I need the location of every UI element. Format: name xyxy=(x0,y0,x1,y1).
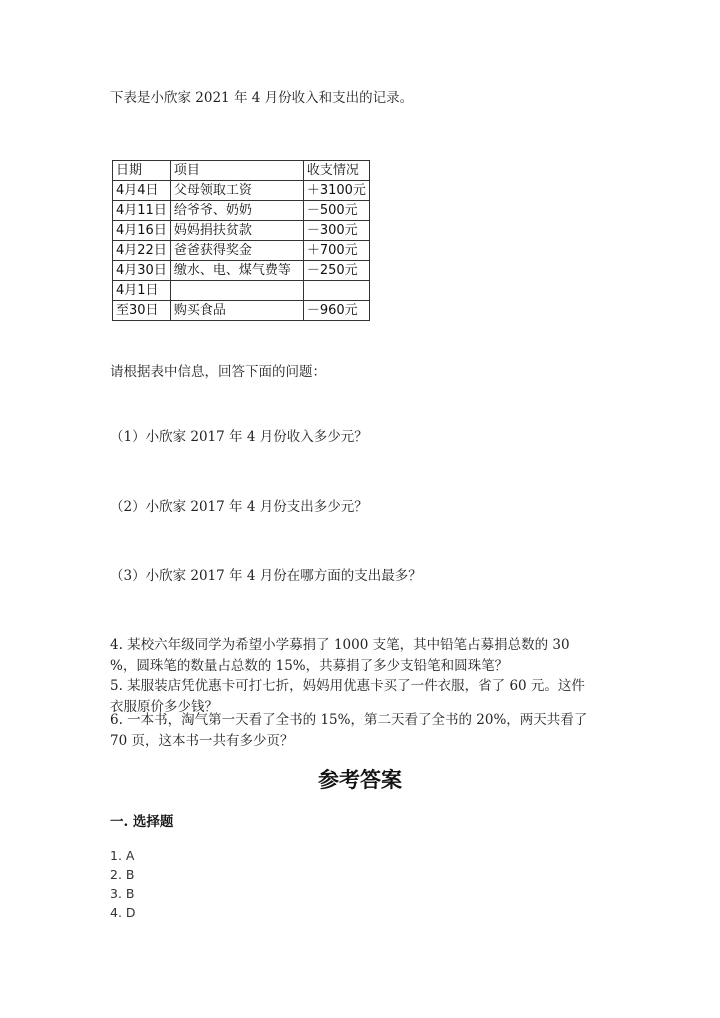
answer-item: 1. A xyxy=(110,848,135,863)
cell-amount: －500元 xyxy=(303,201,369,221)
question-2: （2）小欣家 2017 年 4 月份支出多少元？ xyxy=(110,499,368,515)
answers-title: 参考答案 xyxy=(318,767,402,792)
cell-amount xyxy=(303,281,369,301)
cell-date: 4月22日 xyxy=(113,241,171,261)
section-title: 一. 选择题 xyxy=(110,814,174,830)
cell-item: 妈妈捐扶贫款 xyxy=(170,221,303,241)
problem-4-line-2: %，圆珠笔的数量占总数的 15%，共募捐了多少支铅笔和圆珠笔？ xyxy=(110,658,509,674)
answer-item: 2. B xyxy=(110,867,135,882)
intro-text: 下表是小欣家 2021 年 4 月份收入和支出的记录。 xyxy=(110,90,414,106)
cell-date: 4月1日 xyxy=(113,281,171,301)
cell-amount: ＋700元 xyxy=(303,241,369,261)
problem-6-line-1: 6. 一本书，淘气第一天看了全书的 15%，第二天看了全书的 20%，两天共看了 xyxy=(110,712,588,728)
cell-date: 4月16日 xyxy=(113,221,171,241)
table-row xyxy=(113,261,370,281)
cell-amount: －300元 xyxy=(303,221,369,241)
question-prompt: 请根据表中信息，回答下面的问题： xyxy=(110,364,326,380)
cell-date: 至30日 xyxy=(113,301,171,321)
header-item: 项目 xyxy=(170,161,303,181)
cell-item: 爸爸获得奖金 xyxy=(170,241,303,261)
cell-amount: ＋3100元 xyxy=(303,181,369,201)
table-row xyxy=(113,301,370,321)
problem-4-line-1: 4. 某校六年级同学为希望小学募捐了 1000 支笔，其中铅笔占募捐总数的 30 xyxy=(110,637,570,653)
table-row xyxy=(113,181,370,201)
income-expense-table xyxy=(112,160,370,321)
cell-amount: －250元 xyxy=(303,261,369,281)
table-row xyxy=(113,201,370,221)
table-row xyxy=(113,281,370,301)
cell-date: 4月11日 xyxy=(113,201,171,221)
table-row xyxy=(113,241,370,261)
table-row xyxy=(113,221,370,241)
cell-item: 父母领取工资 xyxy=(170,181,303,201)
answer-item: 3. B xyxy=(110,886,135,901)
cell-item: 购买食品 xyxy=(170,301,303,321)
answer-item: 4. D xyxy=(110,905,136,920)
cell-item: 给爷爷、奶奶 xyxy=(170,201,303,221)
cell-item xyxy=(170,281,303,301)
cell-item: 缴水、电、煤气费等 xyxy=(170,261,303,281)
problem-6-line-2: 70 页，这本书一共有多少页？ xyxy=(110,733,294,749)
header-amount: 收支情况 xyxy=(303,161,369,181)
question-3: （3）小欣家 2017 年 4 月份在哪方面的支出最多？ xyxy=(110,568,422,584)
cell-date: 4月30日 xyxy=(113,261,171,281)
cell-date: 4月4日 xyxy=(113,181,171,201)
header-date: 日期 xyxy=(113,161,171,181)
problem-5-line-2: 衣服原价多少钱？ xyxy=(110,699,218,715)
question-1: （1）小欣家 2017 年 4 月份收入多少元？ xyxy=(110,429,368,445)
table-header-row xyxy=(113,161,370,181)
cell-amount: －960元 xyxy=(303,301,369,321)
problem-5-line-1: 5. 某服装店凭优惠卡可打七折，妈妈用优惠卡买了一件衣服，省了 60 元。这件 xyxy=(110,678,585,694)
